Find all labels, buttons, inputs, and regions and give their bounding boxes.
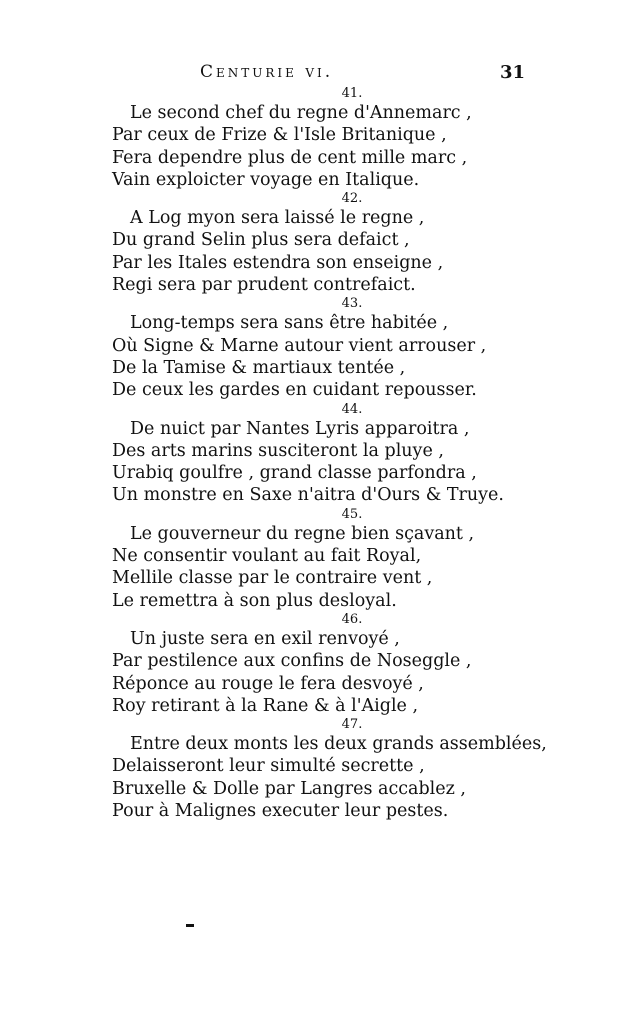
verse-line: Par les Itales estendra son enseigne ,: [112, 252, 444, 273]
verse-line: Un juste sera en exil renvoyé ,: [130, 628, 400, 649]
verse-line: Par pestilence aux confins de Noseggle ,: [112, 651, 472, 672]
verse-line: Urabiq goulfre , grand classe parfondra ,: [112, 463, 477, 484]
verse-line: Mellile classe par le contraire vent ,: [112, 568, 433, 589]
quatrain-list: [112, 86, 547, 822]
verse-line: A Log myon sera laissé le regne ,: [130, 208, 425, 229]
quatrain-number: 41.: [341, 86, 363, 101]
verse-line: De ceux les gardes en cuidant repousser.: [112, 380, 477, 401]
verse-line: Un monstre en Saxe n'aitra d'Ours & Truye.: [112, 485, 504, 506]
verse-line: Ne consentir voulant au fait Royal,: [112, 546, 422, 567]
quatrain-number: 44.: [341, 401, 363, 417]
verse-line: Où Signe & Marne autour vient arrouser ,: [112, 335, 487, 356]
quatrain-43: [112, 296, 522, 401]
verse-line: Entre deux monts les deux grands assemblées,: [130, 734, 547, 755]
running-title: Centurie vi.: [200, 62, 334, 82]
verse-line: Vain exploicter voyage en Italique.: [112, 169, 420, 190]
quatrain-41: [112, 86, 522, 191]
quatrain-46: [112, 612, 522, 717]
verse-line: Par ceux de Frize & l'Isle Britanique ,: [112, 125, 447, 146]
verse-line: Delaisseront leur simulté secrette ,: [112, 756, 425, 777]
quatrain-number: 45.: [341, 506, 363, 522]
verse-line: Pour à Malignes executer leur pestes.: [112, 801, 449, 822]
verse-line: Roy retirant à la Rane & à l'Aigle ,: [112, 695, 419, 716]
quatrain-number: 47.: [341, 717, 363, 733]
verse-line: Fera dependre plus de cent mille marc ,: [112, 147, 468, 168]
verse-line: De la Tamise & martiaux tentée ,: [112, 357, 406, 378]
quatrain-number: 43.: [341, 296, 363, 312]
verse-line: Réponce au rouge le fera desvoyé ,: [112, 673, 424, 694]
printer-mark: [186, 924, 194, 927]
quatrain-number: 42.: [341, 191, 363, 207]
verse-line: Des arts marins susciteront la pluye ,: [112, 440, 444, 461]
quatrain-45: [112, 507, 522, 612]
verse-line: Du grand Selin plus sera defaict ,: [112, 230, 410, 251]
verse-line: Le gouverneur du regne bien sçavant ,: [130, 523, 475, 544]
page-number: 31: [500, 62, 526, 83]
verse-line: De nuict par Nantes Lyris apparoitra ,: [130, 418, 470, 439]
verse-line: Le second chef du regne d'Annemarc ,: [130, 103, 472, 123]
verse-line: Bruxelle & Dolle par Langres accablez ,: [112, 778, 466, 799]
verse-line: Long-temps sera sans être habitée ,: [130, 313, 449, 334]
quatrain-47: [112, 717, 547, 822]
quatrain-42: [112, 191, 522, 296]
verse-line: Regi sera par prudent contrefaict.: [112, 275, 416, 296]
quatrain-number: 46.: [341, 611, 363, 627]
quatrain-44: [112, 402, 522, 507]
verse-line: Le remettra à son plus desloyal.: [112, 590, 397, 611]
